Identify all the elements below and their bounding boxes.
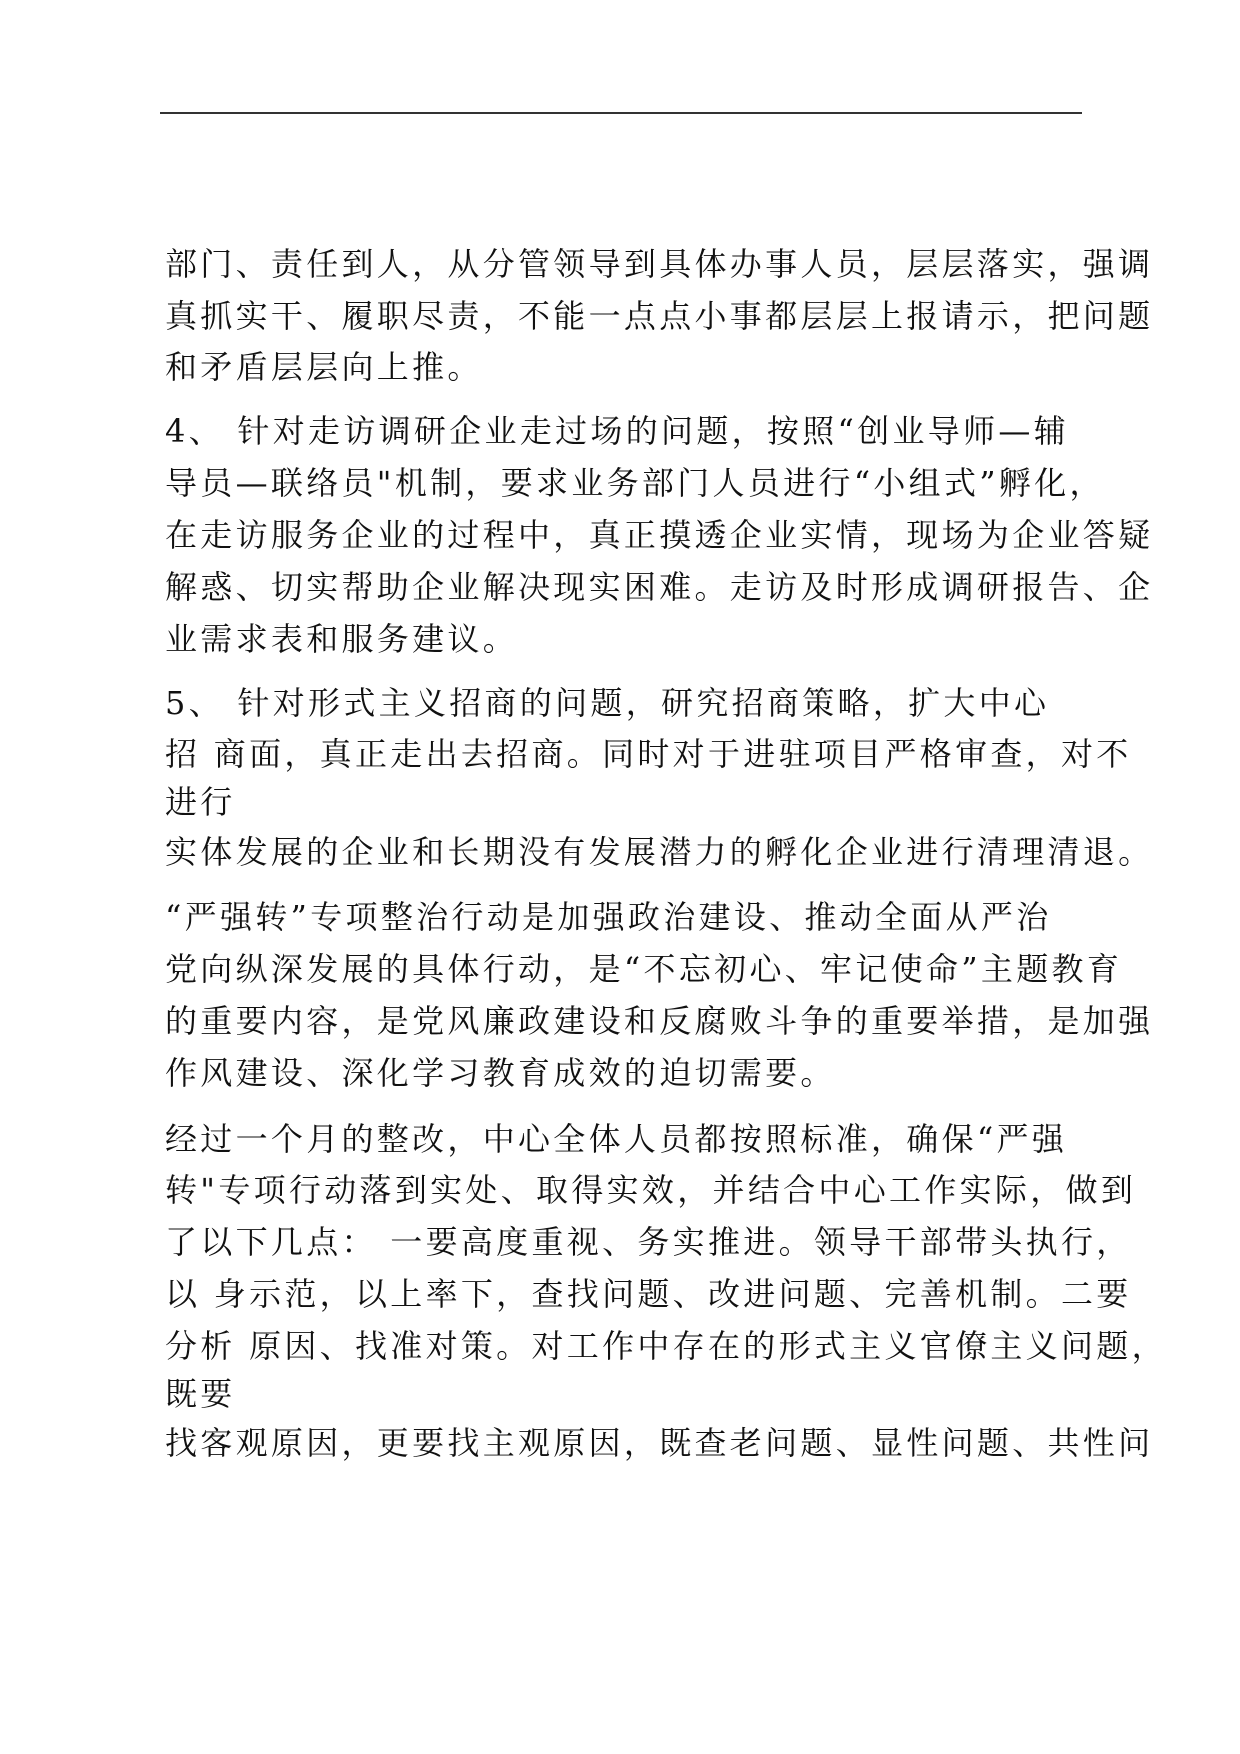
text-line: 以 身示范，以上率下，查找问题、改进问题、完善机制。二要 (165, 1275, 1132, 1313)
text-line: 解惑、切实帮助企业解决现实困难。走访及时形成调研报告、企 (165, 568, 1154, 606)
text-line: 4、 针对走访调研企业走过场的问题，按照“创业导师—辅 (165, 412, 1069, 450)
text-line: 作风建设、深化学习教育成效的迫切需要。 (165, 1054, 836, 1092)
text-line: 找客观原因，更要找主观原因，既查老问题、显性问题、共性问 (165, 1424, 1154, 1462)
text-line: 经过一个月的整改，中心全体人员都按照标准，确保“严强 (165, 1120, 1068, 1158)
text-line: 了以下几点： 一要高度重视、务实推进。领导干部带头执行， (165, 1223, 1132, 1261)
text-line: 招 商面，真正走出去招商。同时对于进驻项目严格审查，对不 (165, 735, 1132, 773)
text-line: 导员—联络员"机制，要求业务部门人员进行“小组式”孵化， (165, 464, 1105, 502)
text-line: 和矛盾层层向上推。 (165, 348, 483, 386)
text-line: 分析 原因、找准对策。对工作中存在的形式主义官僚主义问题， (165, 1327, 1167, 1365)
text-line: 真抓实干、履职尽责，不能一点点小事都层层上报请示，把问题 (165, 297, 1154, 335)
text-line: 在走访服务企业的过程中，真正摸透企业实情，现场为企业答疑 (165, 516, 1154, 554)
text-line: 的重要内容，是党风廉政建设和反腐败斗争的重要举措，是加强 (165, 1002, 1154, 1040)
text-line: “严强转”专项整治行动是加强政治建设、推动全面从严治 (165, 898, 1052, 936)
text-line: 既要 (165, 1375, 236, 1413)
text-line: 部门、责任到人，从分管领导到具体办事人员，层层落实，强调 (165, 245, 1154, 283)
text-line: 5、 针对形式主义招商的问题，研究招商策略，扩大中心 (165, 684, 1050, 722)
text-line: 党向纵深发展的具体行动，是“不忘初心、牢记使命”主题教育 (165, 950, 1123, 988)
text-line: 业需求表和服务建议。 (165, 620, 519, 658)
text-line: 实体发展的企业和长期没有发展潜力的孵化企业进行清理清退。 (165, 833, 1154, 871)
text-line: 进行 (165, 783, 236, 821)
header-rule (160, 112, 1082, 114)
text-line: 转"专项行动落到实处、取得实效，并结合中心工作实际，做到 (165, 1171, 1137, 1209)
